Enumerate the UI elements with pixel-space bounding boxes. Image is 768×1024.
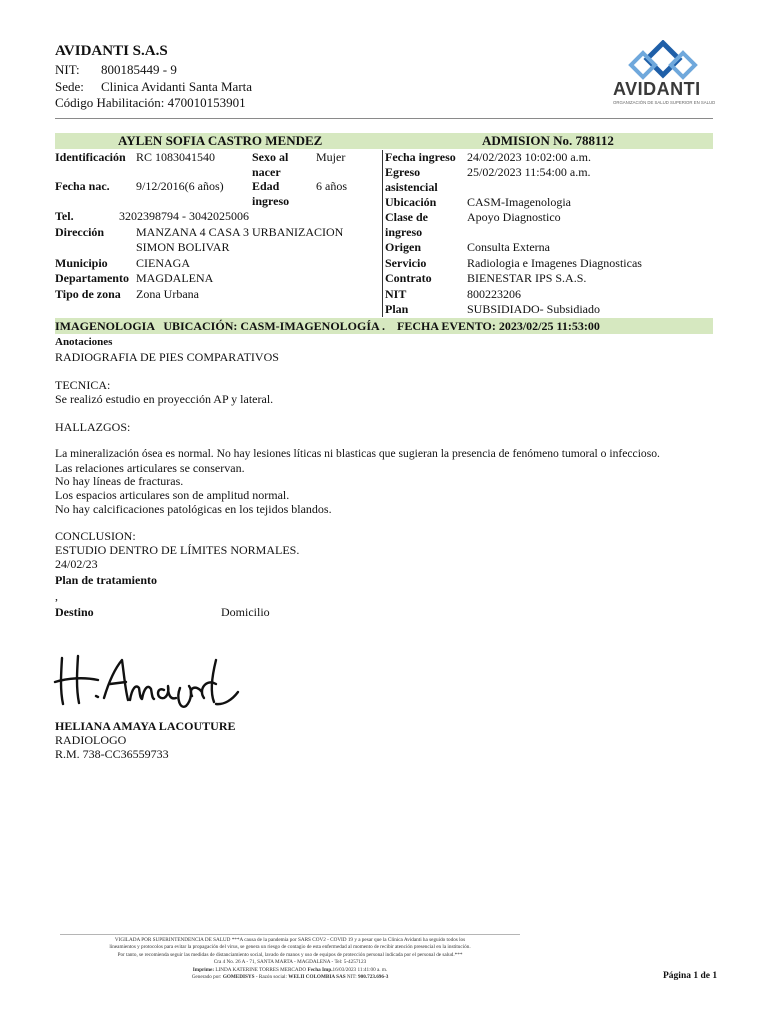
contract-nit-value: 800223206 bbox=[467, 287, 521, 301]
fecha-nac-value: 9/12/2016(6 años) bbox=[136, 179, 224, 193]
event-bar-text: IMAGENOLOGIA UBICACIÓN: CASM-IMAGENOLOGÍA . FECHA EVENTO: 2023/02/25 11:53:00 bbox=[55, 319, 600, 333]
razon-value: WELII COLOMBIA SAS bbox=[288, 974, 346, 981]
footer-imprime bbox=[60, 967, 520, 974]
footer-nit-label: NIT: bbox=[346, 974, 357, 981]
footer-disclaimer bbox=[60, 937, 520, 981]
imprime-value: LINDA KATERINE TORRES MERCADO bbox=[215, 966, 307, 973]
footer-line-4: Cra 4 No. 26 A - 71, SANTA MARTA - MAGDALENA - Tel: 5-4257123 bbox=[213, 959, 367, 966]
conclusion-text: ESTUDIO DENTRO DE LÍMITES NORMALES. bbox=[55, 543, 300, 557]
egreso-value: 25/02/2023 11:54:00 a.m. bbox=[467, 165, 591, 179]
nit-label: NIT: bbox=[55, 62, 80, 77]
razon-label: - Razón social: bbox=[255, 974, 287, 981]
signer-rm: R.M. 738-CC36559733 bbox=[55, 747, 169, 761]
servicio-label: Servicio bbox=[385, 256, 427, 270]
hallazgos-line-3: No hay líneas de fracturas. bbox=[55, 474, 184, 488]
plan-label: Plan bbox=[385, 302, 409, 316]
ubicacion-label: Ubicación bbox=[385, 195, 437, 209]
edad-label: Edad ingreso bbox=[252, 179, 290, 208]
footer-line-2: lineamientos y protocolos para evitar la propagación del virus, se genera un riesgo de contagio de esta enfermedad al momento de recibir atención presencial en la institución. bbox=[109, 944, 471, 951]
hallazgos-line-1: La mineralización ósea es normal. No hay lesiones líticas ni blasticas que sugieran la presencia de fenómeno tumoral o infeccioso. bbox=[55, 447, 660, 460]
ubicacion-value: CASM-Imagenologia bbox=[467, 195, 571, 209]
footer-divider bbox=[60, 934, 520, 935]
egreso-label: Egreso asistencial bbox=[385, 165, 438, 194]
generado-label: Generado por: bbox=[191, 974, 222, 981]
footer-nit-value: 900.723.696-3 bbox=[358, 974, 389, 981]
municipio-value: CIENAGA bbox=[136, 256, 190, 270]
study-title: RADIOGRAFIA DE PIES COMPARATIVOS bbox=[55, 350, 279, 364]
plan-tratamiento-value: , bbox=[55, 589, 58, 603]
signer-name: HELIANA AMAYA LACOUTURE bbox=[55, 719, 236, 733]
patient-name: AYLEN SOFIA CASTRO MENDEZ bbox=[118, 133, 323, 148]
zona-value: Zona Urbana bbox=[136, 287, 199, 301]
origen-label: Origen bbox=[385, 240, 421, 254]
plan-value: SUBSIDIADO- Subsidiado bbox=[467, 302, 601, 316]
hallazgos-line-2: Las relaciones articulares se conservan. bbox=[55, 461, 245, 475]
zona-label: Tipo de zona bbox=[55, 287, 121, 301]
hallazgos-line-4: Los espacios articulares son de amplitud normal. bbox=[55, 488, 290, 502]
departamento-label: Departamento bbox=[55, 271, 129, 285]
footer-generado bbox=[60, 974, 520, 981]
fecha-ingreso-value: 24/02/2023 10:02:00 a.m. bbox=[467, 150, 591, 164]
direccion-line1: MANZANA 4 CASA 3 URBANIZACION bbox=[136, 225, 344, 239]
report-date: 24/02/23 bbox=[55, 557, 98, 571]
generado-value: GOMEDISYS bbox=[222, 974, 255, 981]
contract-nit-label: NIT bbox=[385, 287, 407, 301]
clase-ingreso-label: Clase de ingreso bbox=[385, 210, 428, 239]
servicio-value: Radiologia e Imagenes Diagnosticas bbox=[467, 256, 642, 270]
fecha-imp-label: Fecha Imp. bbox=[307, 966, 333, 973]
sexo-label: Sexo al nacer bbox=[252, 150, 289, 179]
sede-label: Sede: bbox=[55, 79, 84, 94]
direccion-label: Dirección bbox=[55, 225, 105, 239]
admision-number: ADMISION No. 788112 bbox=[482, 133, 614, 148]
direccion-line2: SIMON BOLIVAR bbox=[136, 240, 230, 254]
avidanti-logo bbox=[608, 40, 718, 108]
departamento-value: MAGDALENA bbox=[136, 271, 214, 285]
contrato-value: BIENESTAR IPS S.A.S. bbox=[467, 271, 587, 285]
hallazgos-label: HALLAZGOS: bbox=[55, 420, 131, 434]
header-divider bbox=[55, 118, 713, 119]
page-number: Página 1 de 1 bbox=[663, 971, 718, 981]
edad-value: 6 años bbox=[316, 179, 347, 193]
conclusion-label: CONCLUSION: bbox=[55, 529, 136, 543]
fecha-nac-label: Fecha nac. bbox=[55, 179, 110, 193]
clase-ingreso-value: Apoyo Diagnostico bbox=[467, 210, 561, 224]
municipio-label: Municipio bbox=[55, 256, 108, 270]
footer-line-1: VIGILADA POR SUPERINTENDENCIA DE SALUD ***A causa de la pandemia por SARS COV2 - COVID 19 y a pesar que la Clinica Avidanti ha seguido todos los bbox=[114, 937, 466, 943]
tel-label: Tel. bbox=[55, 209, 74, 223]
tecnica-text: Se realizó estudio en proyección AP y lateral. bbox=[55, 392, 274, 406]
fecha-imp-value: 16/03/2023 11:41:00 a. m. bbox=[332, 966, 388, 973]
sede-value: Clinica Avidanti Santa Marta bbox=[101, 79, 253, 94]
nit-value: 800185449 - 9 bbox=[101, 62, 177, 77]
origen-value: Consulta Externa bbox=[467, 240, 550, 254]
destino-label: Destino bbox=[55, 605, 94, 619]
fecha-ingreso-label: Fecha ingreso bbox=[385, 150, 456, 164]
signature bbox=[52, 648, 242, 710]
column-divider bbox=[382, 150, 383, 317]
sexo-value: Mujer bbox=[316, 150, 346, 164]
contrato-label: Contrato bbox=[385, 271, 432, 285]
plan-tratamiento-label: Plan de tratamiento bbox=[55, 573, 157, 587]
logo-tagline: ORGANIZACIÓN DE SALUD SUPERIOR EN SALUD bbox=[613, 100, 716, 105]
tecnica-label: TECNICA: bbox=[55, 378, 111, 392]
anotaciones-label: Anotaciones bbox=[55, 336, 113, 348]
tel-value: 3202398794 - 3042025006 bbox=[119, 209, 249, 223]
identificacion-value: RC 1083041540 bbox=[136, 150, 216, 164]
signer-role: RADIOLOGO bbox=[55, 733, 127, 747]
footer-line-3: Por tanto, se recomienda seguir las medidas de distanciamiento social, lavado de manos y uso de equipos de protección personal indicada por el personal de salud.*** bbox=[117, 951, 463, 958]
hallazgos-line-5: No hay calcificaciones patológicas en los tejidos blandos. bbox=[55, 502, 332, 516]
logo-wordmark: AVIDANTI bbox=[613, 79, 701, 99]
destino-value: Domicilio bbox=[221, 605, 270, 619]
identificacion-label: Identificación bbox=[55, 150, 126, 164]
habilitacion-code: Código Habilitación: 470010153901 bbox=[55, 95, 246, 110]
imprime-label: Imprime: bbox=[192, 966, 215, 973]
company-name: AVIDANTI S.A.S bbox=[55, 43, 168, 59]
